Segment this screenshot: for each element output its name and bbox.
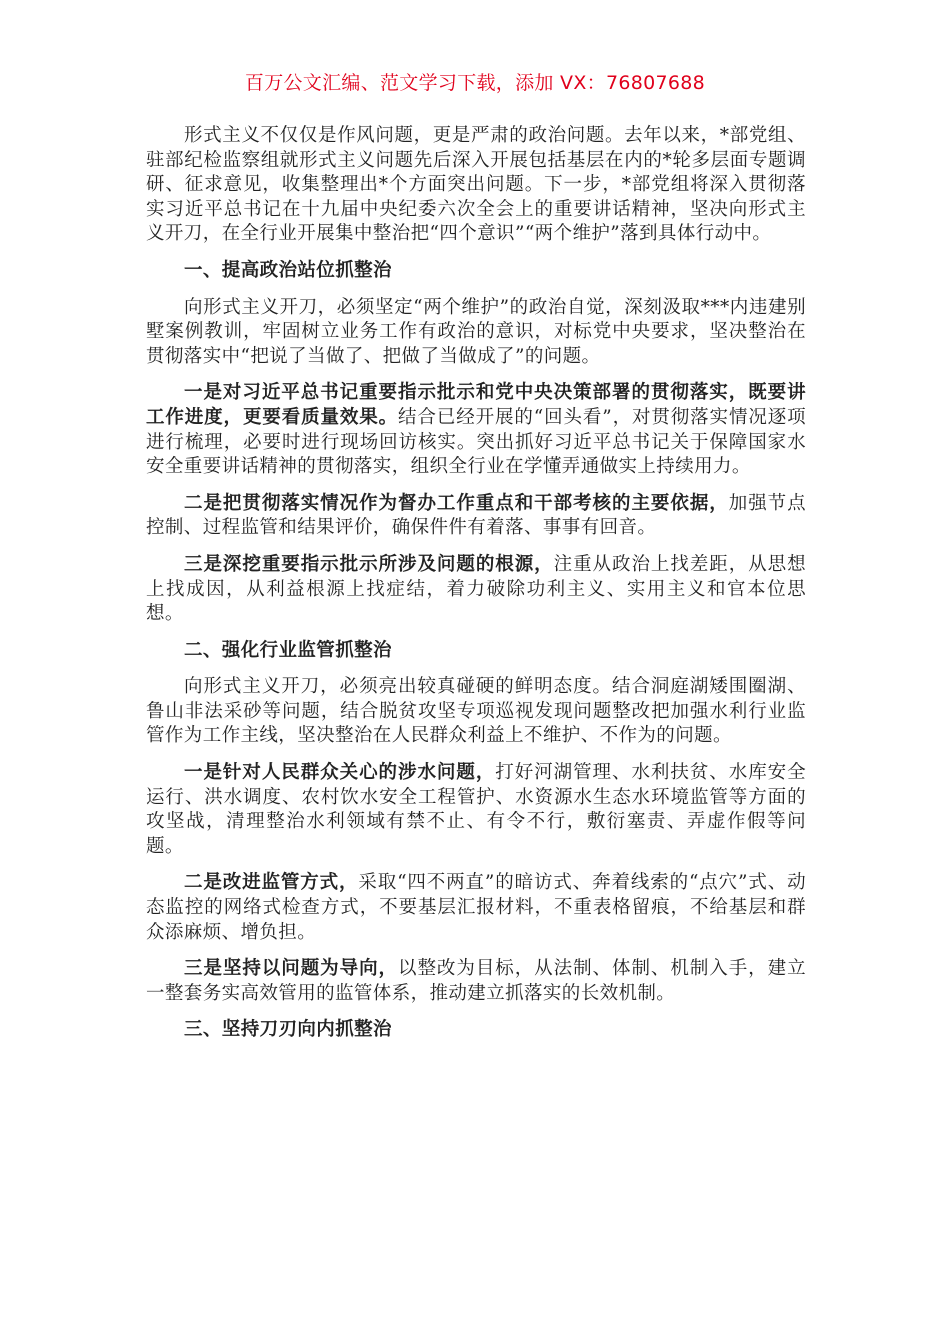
section-1-item-2 <box>146 492 806 541</box>
section-2-item-3-lead: 三是坚持以问题为导向， <box>184 958 398 980</box>
section-1-item-2-text: 加强节点控制、过程监管和结果评价，确保件件有着落、事事有回音。 <box>146 492 806 539</box>
section-2-heading: 二、强化行业监管抓整治 <box>184 639 392 661</box>
section-2-item-1 <box>146 761 806 859</box>
section-1-item-3-lead: 三是深挖重要指示批示所涉及问题的根源， <box>184 553 554 575</box>
section-1-item-1 <box>146 381 806 479</box>
section-2-item-1-text: 打好河湖管理、水利扶贫、水库安全运行、洪水调度、农村饮水安全工程管护、水资源水生态水环境监管等方面的攻坚战，清理整治水利领域有禁不止、有令不行，敷衍塞责、弄虚作假等问题。 <box>146 762 806 857</box>
section-1-item-2-lead: 二是把贯彻落实情况作为督办工作重点和干部考核的主要依据， <box>184 492 729 514</box>
section-3-heading: 三、坚持刀刃向内抓整治 <box>184 1019 392 1041</box>
intro-paragraph: 形式主义不仅仅是作风问题，更是严肃的政治问题。去年以来，*部党组、驻部纪检监察组就形式主义问题先后深入开展包括基层在内的*轮多层面专题调研、征求意见，收集整理出*个方面突出问题。下一步，*部党组将深入贯彻落实习近平总书记在十九届中央纪委六次全会上的重要讲话精神，坚决向形式主义开刀，在全行业开展集中整治把“四个意识”“两个维护”落到具体行动中。 <box>146 125 806 245</box>
section-1-item-1-text: 结合已经开展的“回头看”，对贯彻落实情况逐项进行梳理，必要时进行现场回访核实。突出抓好习近平总书记关于保障国家水安全重要讲话精神的贯彻落实，组织全行业在学懂弄通做实上持续用力。 <box>146 406 807 478</box>
section-2-body: 向形式主义开刀，必须亮出较真碰硬的鲜明态度。结合洞庭湖矮围圈湖、鲁山非法采砂等问题，结合脱贫攻坚专项巡视发现问题整改把加强水利行业监管作为工作主线，坚决整治在人民群众利益上不维护、不作为的问题。 <box>146 676 806 747</box>
section-2-item-3 <box>146 957 806 1006</box>
document-body <box>146 124 806 1055</box>
section-2-item-2-text: 采取“四不两直”的暗访式、奔着线索的“点穴”式、动态监控的网络式检查方式，不要基层汇报材料，不重表格留痕，不给基层和群众添麻烦、增负担。 <box>146 872 806 943</box>
header-watermark: 百万公文汇编、范文学习下载，添加 VX：76807688 <box>244 72 706 94</box>
section-2-item-2 <box>146 871 806 945</box>
section-1-body: 向形式主义开刀，必须坚定“两个维护”的政治自觉，深刻汲取***内违建别墅案例教训，牢固树立业务工作有政治的意识，对标党中央要求，坚决整治在贯彻落实中“把说了当做了、把做了当做成了”的问题。 <box>146 296 806 367</box>
section-2-item-1-lead: 一是针对人民群众关心的涉水问题， <box>184 762 496 784</box>
section-2-item-2-lead: 二是改进监管方式， <box>184 872 359 894</box>
section-1-item-3 <box>146 553 806 627</box>
section-1-item-3-text: 注重从政治上找差距，从思想上找成因，从利益根源上找症结，着力破除功利主义、实用主义和官本位思想。 <box>146 553 806 625</box>
section-1-item-1-lead: 一是对习近平总书记重要指示批示和党中央决策部署的贯彻落实，既要讲工作进度，更要看质量效果。 <box>146 382 806 428</box>
section-1-heading: 一、提高政治站位抓整治 <box>184 259 392 281</box>
section-2-item-3-text: 以整改为目标，从法制、体制、机制入手，建立一整套务实高效管用的监管体系，推动建立抓落实的长效机制。 <box>146 958 806 1004</box>
